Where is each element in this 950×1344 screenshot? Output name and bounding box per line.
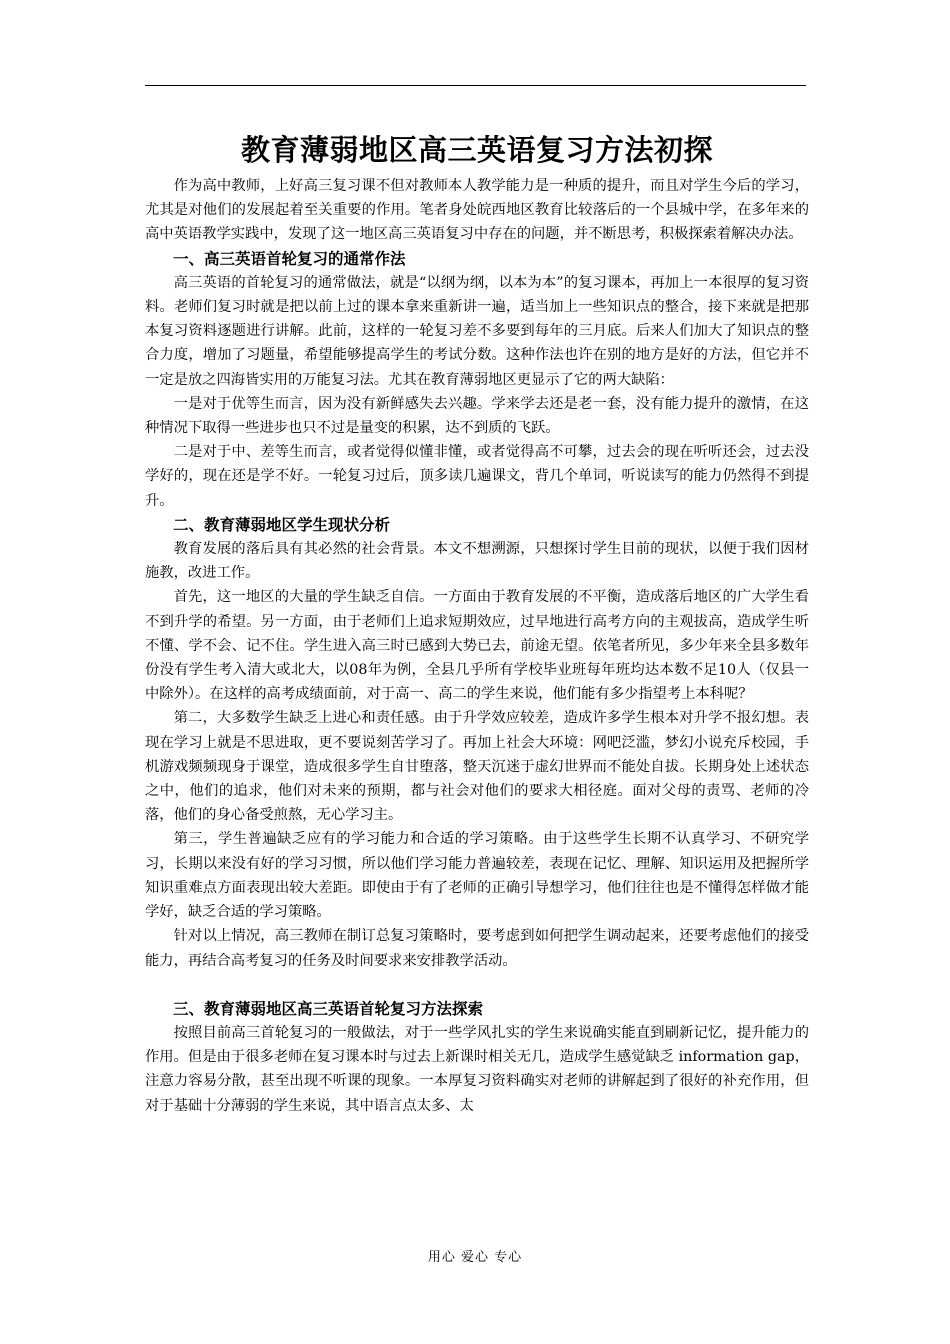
paragraph: 教育发展的落后具有其必然的社会背景。本文不想溯源，只想探讨学生目前的现状，以便于我们因材施教，改进工作。 <box>145 541 809 582</box>
paragraph: 第三，学生普遍缺乏应有的学习能力和合适的学习策略。由于这些学生长期不认真学习、不研究学习，长期以来没有好的学习习惯，所以他们学习能力普遍较差，表现在记忆、理解、知识运用及把握所学知识重难点方面表现出较大差距。即使由于有了老师的正确引导想学习，他们往往也是不懂得怎样做才能学好，缺乏合适的学习策略。 <box>145 831 809 921</box>
page-footer: 用心 爱心 专心 <box>427 1250 523 1265</box>
header-rule <box>145 85 806 86</box>
paragraph: 二是对于中、差等生而言，或者觉得似懂非懂，或者觉得高不可攀，过去会的现在听听还会，过去没学好的，现在还是学不好。一轮复习过后，顶多读几遍课文，背几个单词，听说读写的能力仍然得不到提升。 <box>145 444 809 509</box>
paragraph: 一是对于优等生而言，因为没有新鲜感失去兴趣。学来学去还是老一套，没有能力提升的激情，在这种情况下取得一些进步也只不过是量变的积累，达不到质的飞跃。 <box>145 395 809 437</box>
paragraph: 按照目前高三首轮复习的一般做法，对于一些学风扎实的学生来说确实能直到刷新记忆，提升能力的作用。但是由于很多老师在复习课本时与过去上新课时相关无几，造成学生感觉缺乏 information gap，注意力容易分散，甚至出现不听课的现象。一本厚复习资料确实对老师的讲解起到了很好的补充作用，但对于基础十分薄弱的学生来说，其中语言点太多、太 <box>145 1024 809 1114</box>
section-heading-1: 一、高三英语首轮复习的通常作法 <box>173 249 406 268</box>
paragraph: 高三英语的首轮复习的通常做法，就是“以纲为纲，以本为本”的复习课本，再加上一本很厚的复习资料。老师们复习时就是把以前上过的课本拿来重新讲一遍，适当加上一些知识点的整合，接下来就是把那本复习资料逐题进行讲解。此前，这样的一轮复习差不多要到每年的三月底。后来人们加大了知识点的整合力度，增加了习题量，希望能够提高学生的考试分数。这种作法也许在别的地方是好的方法，但它并不一定是放之四海皆实用的万能复习法。尤其在教育薄弱地区更显示了它的两大缺陷： <box>145 274 809 388</box>
document-body <box>145 128 809 1118</box>
section-heading-3: 三、教育薄弱地区高三英语首轮复习方法探索 <box>173 999 484 1018</box>
paragraph: 首先，这一地区的大量的学生缺乏自信。一方面由于教育发展的不平衡，造成落后地区的广大学生看不到升学的希望。另一方面，由于老师们上追求短期效应，过早地进行高考方向的主观拔高，造成学生听不懂、学不会、记不住。学生进入高三时已感到大势已去，前途无望。依笔者所见，多少年来全县多数年份没有学生考入清大或北大，以08年为例，全县几乎所有学校毕业班每年班均达本数不足10人（仅县一中除外）。在这样的高考成绩面前，对于高一、高二的学生来说，他们能有多少指望考上本科呢？ <box>145 589 809 703</box>
paragraph: 针对以上情况，高三教师在制订总复习策略时，要考虑到如何把学生调动起来，还要考虑他们的接受能力，再结合高考复习的任务及时间要求来安排教学活动。 <box>145 928 809 969</box>
section-heading-2: 二、教育薄弱地区学生现状分析 <box>173 515 391 534</box>
intro-paragraph: 作为高中教师，上好高三复习课不但对教师本人教学能力是一种质的提升，而且对学生今后的学习，尤其是对他们的发展起着至关重要的作用。笔者身处皖西地区教育比较落后的一个县城中学，在多年来的高中英语教学实践中，发现了这一地区高三英语复习中存在的问题，并不断思考，积极探索着解决办法。 <box>145 178 809 243</box>
paragraph: 第二，大多数学生缺乏上进心和责任感。由于升学效应较差，造成许多学生根本对升学不报幻想。表现在学习上就是不思进取，更不要说刻苦学习了。再加上社会大环境：网吧泛滥，梦幻小说充斥校园，手机游戏频频现身于课堂，造成很多学生自甘堕落，整天沉迷于虚幻世界而不能处自拔。长期身处上述状态之中，他们的追求，他们对未来的预期，都与社会对他们的要求大相径庭。面对父母的责骂、老师的冷落，他们的身心备受煎熬，无心学习主。 <box>145 710 809 824</box>
blank-line <box>145 973 809 997</box>
document-title: 教育薄弱地区高三英语复习方法初探 <box>240 133 713 167</box>
